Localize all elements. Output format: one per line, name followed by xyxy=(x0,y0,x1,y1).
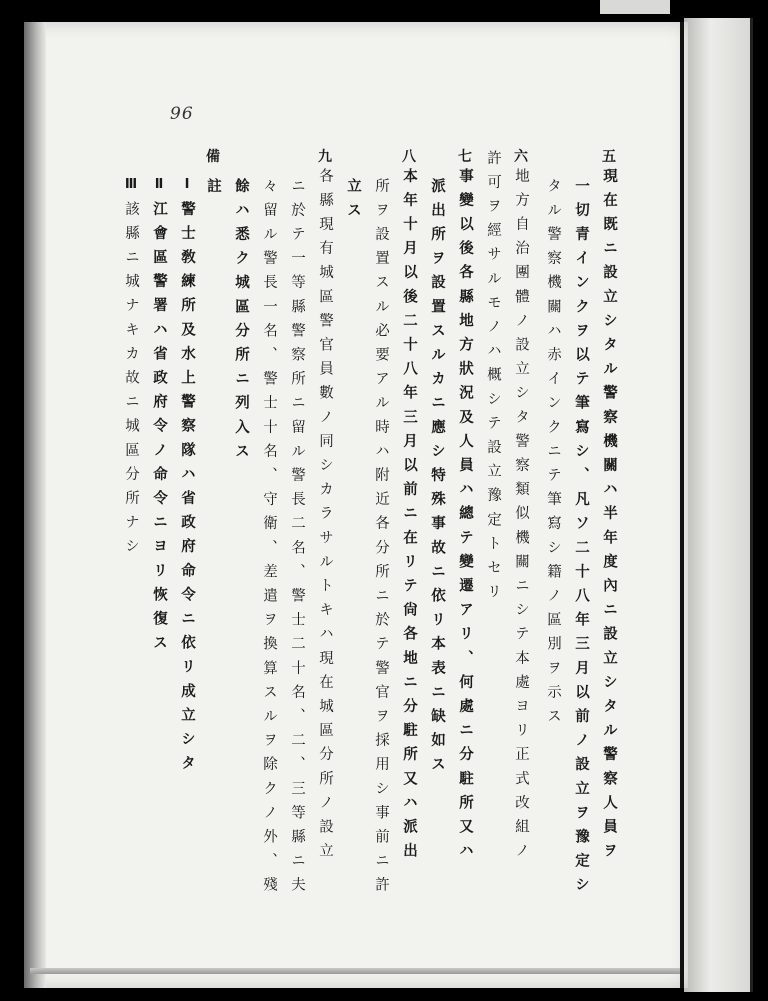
note-text: ニ於テ一等縣警察所ニ留ル警長二名、警士二十名、二、三等縣ニ夫 xyxy=(289,178,305,901)
facing-page-edge xyxy=(684,18,750,992)
note-text: 派出所ヲ設置スルカニ應シ特殊事故ニ依リ本表ニ缺如ス xyxy=(429,178,445,781)
remark-2 xyxy=(148,178,170,659)
note-column-9-cont-3 xyxy=(230,178,252,467)
note-text: 所ヲ設置スル必要アル時ハ附近各分所ニ於テ警官ヲ採用シ事前ニ許 xyxy=(373,178,389,901)
note-text: 々留ル警長一名、警士十名、守衛、差遣ヲ換算スルヲ除クノ外、殘 xyxy=(261,178,277,901)
note-column-9-cont-1 xyxy=(286,178,308,901)
note-column-9-cont-2 xyxy=(258,178,280,901)
remark-1 xyxy=(176,178,198,779)
note-number: 九 xyxy=(318,149,332,165)
note-column-5-cont-1 xyxy=(570,178,592,901)
note-number: 七 xyxy=(458,149,472,165)
remarks-heading xyxy=(202,150,224,202)
note-number: 五 xyxy=(602,149,616,165)
note-text: 一切青インクヲ以テ筆寫シ、凡ソ二十八年三月以前ノ設立ヲ豫定シ xyxy=(573,178,589,901)
note-text: 現在既ニ設立シタル警察機關ハ半年度內ニ設立シタル警察人員ヲ xyxy=(601,168,617,867)
remark-text: 該縣ニ城ナキカ故ニ城區分所ナシ xyxy=(123,201,139,563)
note-column-8-cont-1 xyxy=(370,178,392,901)
note-column-6 xyxy=(510,150,532,867)
remark-number: Ⅱ xyxy=(154,177,164,192)
remark-number: Ⅰ xyxy=(184,177,190,192)
note-text: 許可ヲ經サルモノハ概シテ設立豫定トセリ xyxy=(485,150,501,608)
remark-text: 警士敎練所及水上警察隊ハ省政府命令ニ依リ成立シタ xyxy=(179,201,195,780)
note-column-5 xyxy=(598,150,620,867)
note-text: 立ス xyxy=(345,178,361,227)
remarks-label-cont: 註 xyxy=(205,178,221,203)
note-column-8-cont-2 xyxy=(342,178,364,226)
note-text: 餘ハ悉ク城區分所ニ列入ス xyxy=(233,178,249,468)
page-bottom-edge xyxy=(30,968,680,974)
note-text: 地方自治團體ノ設立シタ警察類似機關ニシテ本處ヨリ正式改組ノ xyxy=(513,168,529,867)
note-column-7 xyxy=(454,150,476,867)
note-number: 六 xyxy=(514,149,528,165)
note-number: 八 xyxy=(402,149,416,165)
note-column-8 xyxy=(398,150,420,867)
remark-text: 江會區警署ハ省政府令ノ命令ニヨリ恢復ス xyxy=(151,201,167,659)
remark-number: Ⅲ xyxy=(124,177,138,192)
note-column-9 xyxy=(314,150,336,867)
note-text: 本年十月以後二十八年三月以前ニ在リテ尙各地ニ分駐所又ハ派出 xyxy=(401,168,417,867)
remarks-label: 備 xyxy=(206,149,220,165)
note-text: タル警察機關ハ赤インクニテ筆寫シ籍ノ區別ヲ示ス xyxy=(545,178,561,733)
note-text: 事變以後各縣地方狀況及人員ハ總テ變遷アリ、何處ニ分駐所又ハ xyxy=(457,168,473,867)
facing-page-border xyxy=(750,18,753,992)
remark-3 xyxy=(120,178,142,563)
note-text: 各縣現有城區警官員數ノ同シカラサルトキハ現在城區分所ノ設立 xyxy=(317,168,333,867)
note-column-7-cont xyxy=(426,178,448,781)
note-column-5-cont-2 xyxy=(542,178,564,732)
scanner-clip xyxy=(600,0,670,14)
page-fold-line xyxy=(680,22,684,988)
page-gutter xyxy=(24,22,46,988)
note-column-6-cont xyxy=(482,150,504,608)
page-number: 96 xyxy=(170,104,194,124)
